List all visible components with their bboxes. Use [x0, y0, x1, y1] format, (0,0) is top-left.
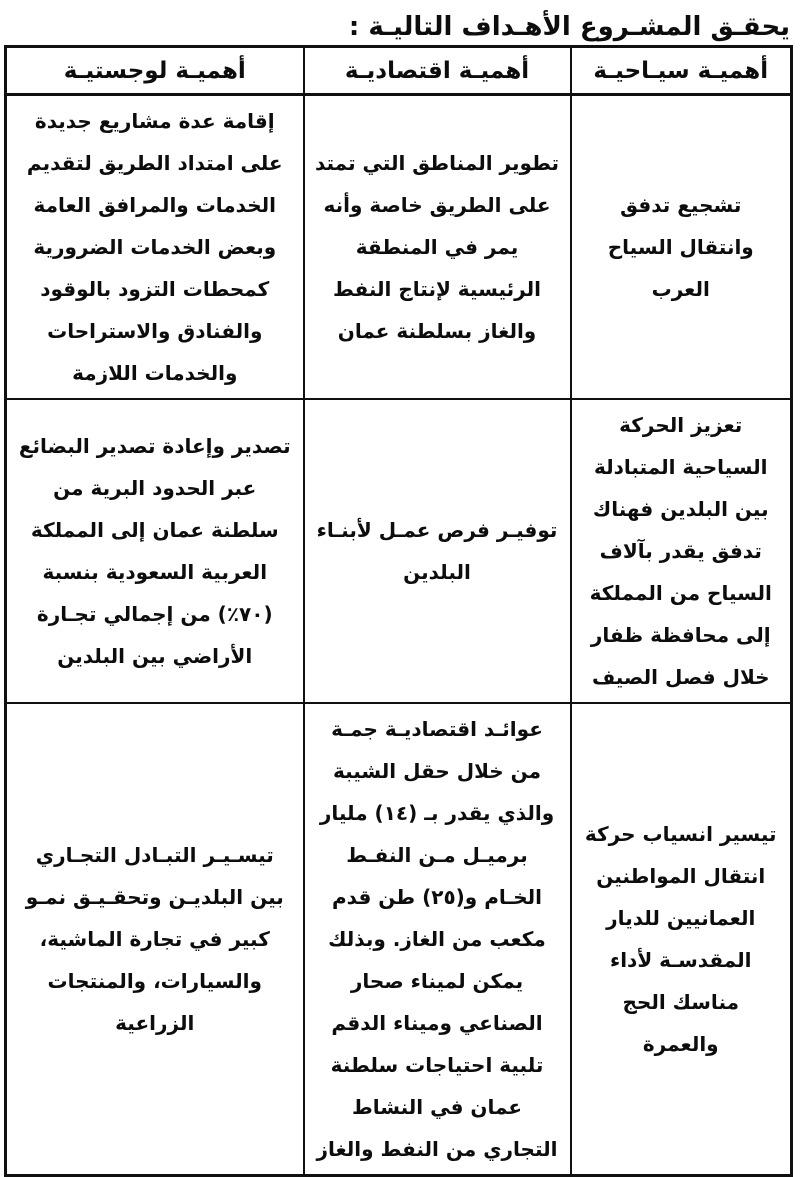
page-title: يحقـق المشـروع الأهـداف التاليـة : — [348, 12, 790, 42]
cell-row3-logistics: تيسـيـر التبـادل التجـاري بين البلديـن وتحقـيـق نمـو كبير في تجارة الماشية، والسيارات، والمنتجات الزراعية — [6, 703, 304, 1176]
cell-row1-economic: تطوير المناطق التي تمتد على الطريق خاصة وأنه يمر في المنطقة الرئيسية لإنتاج النفط والغاز بسلطنة عمان — [304, 95, 571, 400]
objectives-table — [4, 45, 793, 1177]
table-row — [6, 703, 792, 1176]
header-economic-importance: أهميـة اقتصاديـة — [304, 47, 571, 95]
cell-row2-economic: توفيـر فرص عمـل لأبنـاء البلدين — [304, 399, 571, 703]
header-tourism-importance: أهميـة سيـاحيـة — [571, 47, 792, 95]
cell-row3-economic: عوائـد اقتصاديـة جمـة من خلال حقل الشيبة والذي يقدر بـ (١٤) مليار برميـل مـن النفـط الخـام و(٢٥) طن قدم مكعب من الغاز. وبذلك يمكن لميناء صحار الصناعي وميناء الدقم تلبية احتياجات سلطنة عمان في النشاط التجاري من النفط والغاز — [304, 703, 571, 1176]
cell-row1-tourism: تشجيع تدفق وانتقال السياح العرب — [571, 95, 792, 400]
cell-row2-tourism: تعزيز الحركة السياحية المتبادلة بين البلدين فهناك تدفق يقدر بآلاف السياح من المملكة إلى محافظة ظفار خلال فصل الصيف — [571, 399, 792, 703]
cell-row3-tourism: تيسير انسياب حركة انتقال المواطنين العمانيين للديار المقدسـة لأداء مناسك الحج والعمرة — [571, 703, 792, 1176]
cell-row2-logistics: تصدير وإعادة تصدير البضائع عبر الحدود البرية من سلطنة عمان إلى المملكة العربية السعودية بنسبة (٧٠٪) من إجمالي تجـارة الأراضي بين البلدين — [6, 399, 304, 703]
table-row — [6, 95, 792, 400]
header-row — [6, 47, 792, 95]
cell-row1-logistics: إقامة عدة مشاريع جديدة على امتداد الطريق لتقديم الخدمات والمرافق العامة وبعض الخدمات الضرورية كمحطات التزود بالوقود والفنادق والاستراحات والخدمات اللازمة — [6, 95, 304, 400]
header-logistics-importance: أهميـة لوجستيـة — [6, 47, 304, 95]
table-row — [6, 399, 792, 703]
